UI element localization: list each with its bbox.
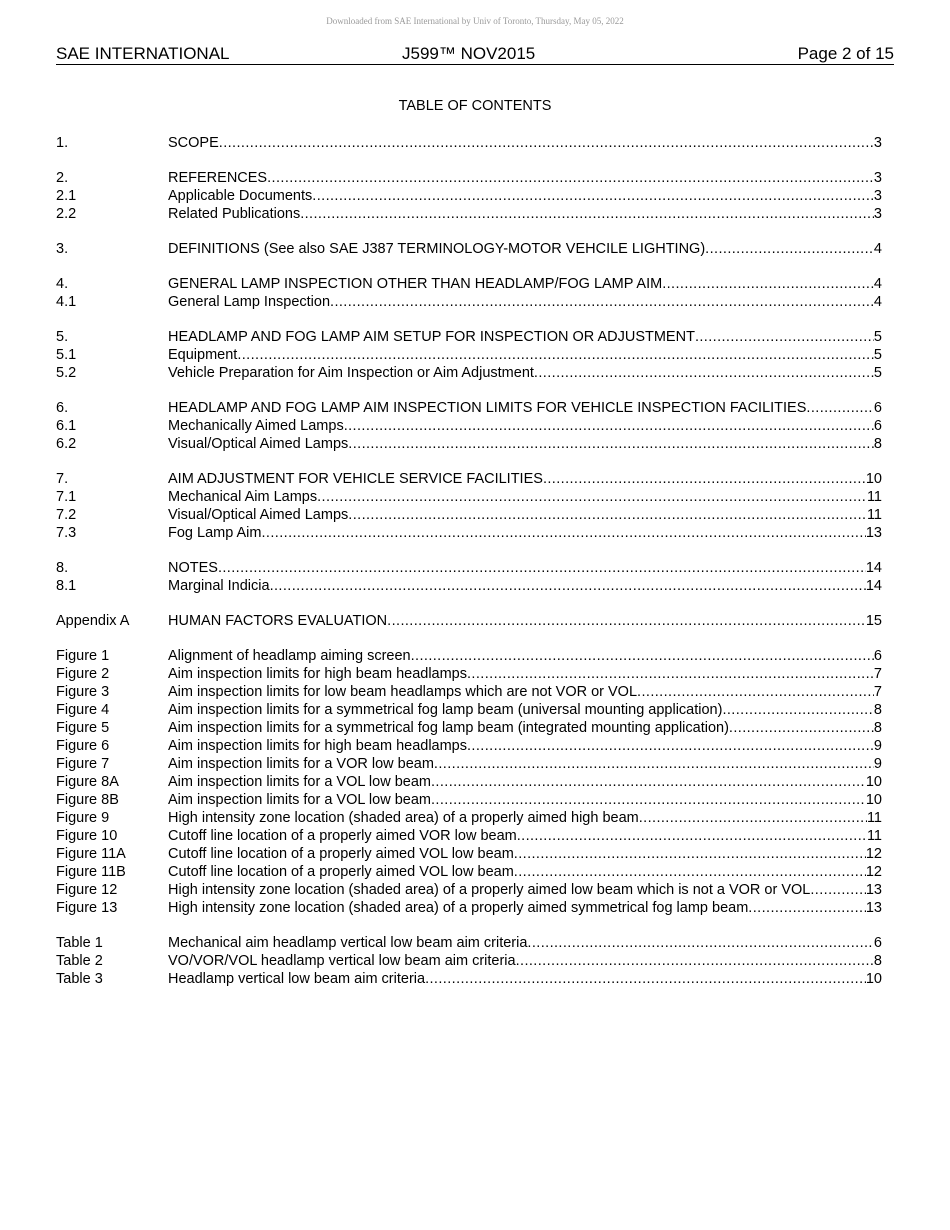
toc-entry-number: 5.1	[56, 347, 77, 363]
toc-entry-number: Figure 11B	[56, 864, 126, 880]
toc-entry[interactable]	[56, 346, 882, 364]
toc-entry[interactable]	[56, 417, 882, 435]
toc-entry-body	[168, 417, 882, 435]
dot-leader	[810, 881, 866, 899]
toc-entry-page: 12	[865, 846, 882, 862]
dot-leader	[218, 559, 866, 577]
toc-entry-page: 10	[865, 792, 882, 808]
toc-entry[interactable]	[56, 755, 882, 773]
toc-entry-title: Mechanically Aimed Lamps	[168, 418, 344, 434]
toc-entry-title: Cutoff line location of a properly aimed VOL low beam	[168, 846, 514, 862]
toc-entry[interactable]	[56, 791, 882, 809]
toc-entry-body	[168, 524, 882, 542]
toc-entry-page: 4	[873, 294, 882, 310]
toc-entry-body	[168, 899, 882, 917]
toc-entry[interactable]	[56, 187, 882, 205]
toc-entry-page: 8	[873, 436, 882, 452]
toc-entry-number: Table 2	[56, 953, 103, 969]
toc-entry-title: Visual/Optical Aimed Lamps	[168, 507, 349, 523]
toc-entry-number: 6.1	[56, 418, 77, 434]
toc-entry-title: AIM ADJUSTMENT FOR VEHICLE SERVICE FACILITIES	[168, 471, 543, 487]
toc-entry[interactable]	[56, 364, 882, 382]
dot-leader	[425, 970, 866, 988]
toc-entry[interactable]	[56, 683, 882, 701]
toc-entry-body	[168, 952, 882, 970]
toc-entry-page: 6	[873, 935, 882, 951]
toc-entry[interactable]	[56, 737, 882, 755]
toc-entry-number: Appendix A	[56, 613, 130, 629]
toc-entry-title: High intensity zone location (shaded area) of a properly aimed symmetrical fog lamp beam	[168, 900, 749, 916]
toc-entry-page: 13	[865, 882, 882, 898]
dot-leader	[262, 524, 866, 542]
toc-entry-title: Aim inspection limits for low beam headlamps which are not VOR or VOL	[168, 684, 638, 700]
toc-entry[interactable]	[56, 293, 882, 311]
dot-leader	[431, 773, 866, 791]
toc-entry-page: 11	[866, 828, 882, 844]
toc-entry-title: Aim inspection limits for high beam headlamps	[168, 738, 467, 754]
toc-entry-body	[168, 863, 882, 881]
toc-entry-title: Aim inspection limits for a symmetrical fog lamp beam (universal mounting application)	[168, 702, 723, 718]
toc-entry[interactable]	[56, 399, 882, 417]
dot-leader	[517, 827, 867, 845]
table-of-contents	[56, 134, 882, 988]
toc-entry-body	[168, 399, 882, 417]
toc-entry-number: 4.	[56, 276, 69, 292]
toc-entry-body	[168, 809, 882, 827]
toc-entry-number: Figure 12	[56, 882, 118, 898]
toc-entry-number: Figure 1	[56, 648, 110, 664]
toc-entry-number: Figure 10	[56, 828, 118, 844]
dot-leader	[431, 791, 866, 809]
toc-entry-page: 8	[873, 953, 882, 969]
dot-leader	[387, 612, 866, 630]
dot-leader	[434, 755, 874, 773]
page-header	[56, 44, 894, 65]
toc-entry-page: 11	[866, 489, 882, 505]
toc-entry[interactable]	[56, 827, 882, 845]
toc-entry-page: 10	[865, 774, 882, 790]
dot-leader	[543, 470, 866, 488]
toc-entry-page: 5	[873, 347, 882, 363]
toc-entry[interactable]	[56, 665, 882, 683]
toc-entry-title: Applicable Documents	[168, 188, 313, 204]
toc-entry-body	[168, 577, 882, 595]
dot-leader	[270, 577, 866, 595]
toc-entry-page: 15	[865, 613, 882, 629]
dot-leader	[695, 328, 874, 346]
toc-entry-body	[168, 845, 882, 863]
toc-entry-number: 5.	[56, 329, 69, 345]
dot-leader	[467, 665, 874, 683]
toc-entry-number: 8.1	[56, 578, 77, 594]
dot-leader	[317, 488, 867, 506]
toc-entry-title: Vehicle Preparation for Aim Inspection or Aim Adjustment	[168, 365, 534, 381]
toc-entry-body	[168, 328, 882, 346]
dot-leader	[344, 417, 874, 435]
page-number: Page 2 of 15	[797, 44, 894, 63]
dot-leader	[467, 737, 874, 755]
toc-entry-page: 8	[873, 702, 882, 718]
toc-entry-page: 14	[865, 560, 882, 576]
dot-leader	[637, 683, 874, 701]
toc-entry-number: 3.	[56, 241, 69, 257]
toc-entry-page: 3	[873, 188, 882, 204]
dot-leader	[534, 364, 874, 382]
toc-entry[interactable]	[56, 524, 882, 542]
dot-leader	[267, 169, 874, 187]
toc-entry[interactable]	[56, 773, 882, 791]
toc-entry[interactable]	[56, 934, 882, 952]
toc-entry-number: Figure 8A	[56, 774, 119, 790]
toc-entry-body	[168, 293, 882, 311]
toc-entry-page: 4	[873, 276, 882, 292]
toc-entry-number: Figure 8B	[56, 792, 119, 808]
toc-entry-body	[168, 881, 882, 899]
document-number: J599™ NOV2015	[402, 44, 536, 63]
toc-entry-number: 6.	[56, 400, 69, 416]
toc-entry-title: Related Publications	[168, 206, 301, 222]
toc-entry-body	[168, 346, 882, 364]
toc-entry-title: NOTES	[168, 560, 218, 576]
toc-entry-title: GENERAL LAMP INSPECTION OTHER THAN HEADLAMP/FOG LAMP AIM	[168, 276, 663, 292]
toc-title: TABLE OF CONTENTS	[398, 98, 552, 114]
toc-entry-body	[168, 612, 882, 630]
toc-entry-number: Figure 9	[56, 810, 110, 826]
toc-entry[interactable]	[56, 559, 882, 577]
toc-entry-body	[168, 701, 882, 719]
dot-leader	[348, 506, 867, 524]
dot-leader	[348, 435, 874, 453]
dot-leader	[237, 346, 874, 364]
toc-entry-body	[168, 559, 882, 577]
toc-entry-title: Cutoff line location of a properly aimed VOL low beam	[168, 864, 514, 880]
toc-entry[interactable]	[56, 577, 882, 595]
dot-leader	[514, 863, 866, 881]
toc-entry[interactable]	[56, 470, 882, 488]
toc-entry-number: 1.	[56, 135, 69, 151]
toc-entry-page: 9	[873, 738, 882, 754]
dot-leader	[219, 134, 874, 152]
toc-entry-body	[168, 970, 882, 988]
toc-entry-body	[168, 665, 882, 683]
toc-entry-number: 7.1	[56, 489, 77, 505]
toc-entry-page: 3	[873, 206, 882, 222]
dot-leader	[639, 809, 867, 827]
dot-leader	[527, 934, 874, 952]
toc-entry-body	[168, 364, 882, 382]
toc-entry-title: DEFINITIONS (See also SAE J387 TERMINOLOGY-MOTOR VEHCILE LIGHTING)	[168, 241, 706, 257]
toc-entry-page: 8	[873, 720, 882, 736]
toc-entry[interactable]	[56, 881, 882, 899]
dot-leader	[729, 719, 874, 737]
toc-entry-page: 7	[873, 684, 882, 700]
toc-entry-title: HEADLAMP AND FOG LAMP AIM SETUP FOR INSPECTION OR ADJUSTMENT	[168, 329, 695, 345]
toc-entry-body	[168, 240, 882, 258]
toc-entry-page: 4	[873, 241, 882, 257]
toc-entry-number: Figure 13	[56, 900, 118, 916]
toc-entry-page: 6	[873, 648, 882, 664]
toc-entry-page: 6	[873, 418, 882, 434]
toc-entry-title: Mechanical aim headlamp vertical low beam aim criteria	[168, 935, 528, 951]
toc-entry-page: 10	[865, 971, 882, 987]
dot-leader	[411, 647, 874, 665]
toc-entry-title: SCOPE	[168, 135, 219, 151]
toc-entry-number: 8.	[56, 560, 69, 576]
toc-entry-page: 13	[865, 525, 882, 541]
toc-entry[interactable]	[56, 506, 882, 524]
toc-entry-number: Figure 4	[56, 702, 110, 718]
toc-entry-body	[168, 683, 882, 701]
download-watermark: Downloaded from SAE International by Univ of Toronto, Thursday, May 05, 2022	[326, 16, 624, 26]
toc-entry-title: High intensity zone location (shaded area) of a properly aimed low beam which is not a VOR or VOL	[168, 882, 811, 898]
toc-entry-body	[168, 934, 882, 952]
toc-entry-body	[168, 205, 882, 223]
toc-entry-page: 3	[873, 170, 882, 186]
toc-entry[interactable]	[56, 612, 882, 630]
toc-entry-page: 9	[873, 756, 882, 772]
toc-entry-number: Table 1	[56, 935, 103, 951]
toc-entry-title: Aim inspection limits for a symmetrical fog lamp beam (integrated mounting application)	[168, 720, 729, 736]
dot-leader	[662, 275, 874, 293]
toc-entry-body	[168, 791, 882, 809]
toc-entry-body	[168, 187, 882, 205]
toc-entry[interactable]	[56, 952, 882, 970]
dot-leader	[722, 701, 873, 719]
toc-entry[interactable]	[56, 647, 882, 665]
toc-entry-title: HUMAN FACTORS EVALUATION	[168, 613, 388, 629]
toc-entry[interactable]	[56, 845, 882, 863]
toc-entry[interactable]	[56, 275, 882, 293]
toc-entry-title: Aim inspection limits for high beam headlamps	[168, 666, 467, 682]
toc-entry[interactable]	[56, 701, 882, 719]
toc-entry-number: Figure 5	[56, 720, 110, 736]
toc-entry-title: Equipment	[168, 347, 238, 363]
toc-entry-title: Visual/Optical Aimed Lamps	[168, 436, 349, 452]
toc-entry-body	[168, 506, 882, 524]
toc-entry-title: Headlamp vertical low beam aim criteria	[168, 971, 426, 987]
toc-entry-body	[168, 470, 882, 488]
toc-entry-number: Figure 2	[56, 666, 110, 682]
toc-entry-title: Marginal Indicia	[168, 578, 270, 594]
dot-leader	[514, 845, 866, 863]
toc-entry-number: 5.2	[56, 365, 77, 381]
toc-entry-body	[168, 488, 882, 506]
toc-entry-body	[168, 435, 882, 453]
toc-entry-page: 5	[873, 365, 882, 381]
toc-entry[interactable]	[56, 328, 882, 346]
publisher-name: SAE INTERNATIONAL	[56, 44, 230, 63]
toc-entry-title: High intensity zone location (shaded area) of a properly aimed high beam	[168, 810, 639, 826]
toc-entry-number: Table 3	[56, 971, 103, 987]
toc-entry-body	[168, 755, 882, 773]
toc-entry-title: Mechanical Aim Lamps	[168, 489, 318, 505]
toc-entry[interactable]	[56, 134, 882, 152]
toc-entry[interactable]	[56, 205, 882, 223]
dot-leader	[806, 399, 874, 417]
toc-entry[interactable]	[56, 169, 882, 187]
toc-entry-body	[168, 719, 882, 737]
toc-entry-number: Figure 7	[56, 756, 110, 772]
toc-entry-number: 7.3	[56, 525, 77, 541]
toc-entry-page: 5	[873, 329, 882, 345]
toc-entry-number: Figure 11A	[56, 846, 126, 862]
toc-entry-body	[168, 275, 882, 293]
toc-entry-number: 2.2	[56, 206, 77, 222]
toc-entry-page: 14	[865, 578, 882, 594]
toc-entry-body	[168, 647, 882, 665]
toc-entry-title: Fog Lamp Aim	[168, 525, 262, 541]
toc-entry-title: VO/VOR/VOL headlamp vertical low beam aim criteria	[168, 953, 516, 969]
toc-entry-page: 12	[865, 864, 882, 880]
toc-entry-page: 7	[873, 666, 882, 682]
toc-entry[interactable]	[56, 240, 882, 258]
toc-entry[interactable]	[56, 719, 882, 737]
toc-entry-page: 10	[865, 471, 882, 487]
toc-entry-body	[168, 134, 882, 152]
toc-entry-title: REFERENCES	[168, 170, 268, 186]
toc-entry-title: Alignment of headlamp aiming screen	[168, 648, 411, 664]
dot-leader	[516, 952, 874, 970]
toc-entry-number: 2.	[56, 170, 69, 186]
toc-entry-title: Aim inspection limits for a VOL low beam	[168, 792, 431, 808]
toc-entry-page: 11	[866, 810, 882, 826]
toc-entry-page: 3	[873, 135, 882, 151]
toc-entry-number: 2.1	[56, 188, 77, 204]
toc-entry-number: 6.2	[56, 436, 77, 452]
dot-leader	[300, 205, 874, 223]
toc-entry-title: Cutoff line location of a properly aimed VOR low beam	[168, 828, 517, 844]
toc-entry-page: 6	[873, 400, 882, 416]
toc-entry-number: 4.1	[56, 294, 77, 310]
toc-entry-body	[168, 827, 882, 845]
toc-entry-body	[168, 737, 882, 755]
toc-entry-number: 7.	[56, 471, 69, 487]
dot-leader	[312, 187, 874, 205]
toc-entry[interactable]	[56, 488, 882, 506]
toc-entry[interactable]	[56, 970, 882, 988]
toc-entry[interactable]	[56, 809, 882, 827]
toc-entry-title: Aim inspection limits for a VOR low beam	[168, 756, 434, 772]
toc-entry-body	[168, 169, 882, 187]
toc-entry-number: 7.2	[56, 507, 77, 523]
toc-entry-body	[168, 773, 882, 791]
toc-entry[interactable]	[56, 899, 882, 917]
toc-entry-title: HEADLAMP AND FOG LAMP AIM INSPECTION LIMITS FOR VEHICLE INSPECTION FACILITIES	[168, 400, 807, 416]
toc-entry[interactable]	[56, 863, 882, 881]
dot-leader	[330, 293, 874, 311]
toc-entry[interactable]	[56, 435, 882, 453]
toc-entry-number: Figure 6	[56, 738, 110, 754]
toc-entry-number: Figure 3	[56, 684, 110, 700]
toc-entry-page: 13	[865, 900, 882, 916]
toc-entry-title: Aim inspection limits for a VOL low beam	[168, 774, 431, 790]
toc-entry-title: General Lamp Inspection	[168, 294, 331, 310]
toc-entry-page: 11	[866, 507, 882, 523]
dot-leader	[705, 240, 874, 258]
dot-leader	[748, 899, 866, 917]
